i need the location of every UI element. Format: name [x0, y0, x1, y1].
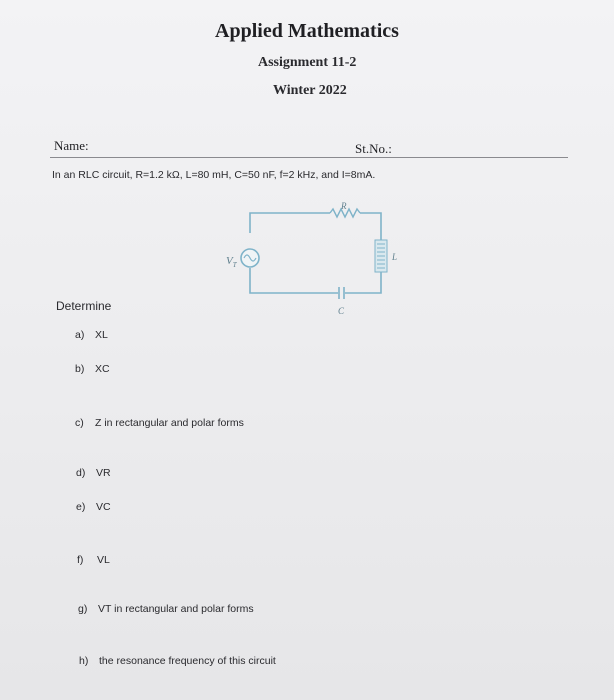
question-a: [75, 329, 108, 341]
question-h: [79, 655, 276, 667]
inductor-coils: [377, 244, 385, 268]
question-letter: d): [76, 467, 86, 479]
determine-label: Determine: [56, 299, 112, 313]
question-letter: h): [79, 655, 89, 667]
resistor-label: R: [341, 201, 347, 211]
question-b: [75, 363, 110, 375]
question-f: [77, 554, 110, 566]
page-title: Applied Mathematics: [215, 20, 399, 42]
question-e: [76, 501, 111, 513]
source-label: $V_T$: [226, 255, 237, 269]
top-left-wire: [250, 213, 330, 233]
question-letter: a): [75, 329, 85, 341]
signature-rule: [50, 157, 568, 158]
question-letter: g): [78, 603, 88, 615]
bottom-left-wire: [250, 268, 338, 293]
question-text: VT in rectangular and polar forms: [98, 603, 254, 615]
rlc-circuit-diagram: [225, 200, 405, 316]
question-text: VC: [96, 501, 111, 513]
question-text: VL: [97, 554, 110, 566]
capacitor-label: C: [338, 306, 345, 316]
name-label: Name:: [54, 138, 89, 153]
question-g: [78, 603, 254, 615]
question-text: Z in rectangular and polar forms: [95, 417, 244, 429]
top-right-wire: [360, 213, 381, 240]
term-label: Winter 2022: [273, 83, 347, 98]
question-letter: c): [75, 417, 84, 429]
question-d: [76, 467, 111, 479]
question-letter: b): [75, 363, 85, 375]
question-text: the resonance frequency of this circuit: [99, 655, 276, 667]
question-c: [75, 417, 244, 429]
bottom-right-wire: [345, 272, 381, 293]
problem-statement: In an RLC circuit, R=1.2 kΩ, L=80 mH, C=50 nF, f=2 kHz, and I=8mA.: [52, 169, 376, 181]
question-text: XC: [95, 363, 110, 375]
question-text: XL: [95, 329, 108, 341]
inductor-label: L: [392, 252, 398, 262]
question-letter: e): [76, 501, 86, 513]
student-number-label: St.No.:: [355, 141, 392, 156]
assignment-number: Assignment 11-2: [258, 55, 357, 70]
question-text: VR: [96, 467, 111, 479]
question-letter: f): [77, 554, 84, 566]
